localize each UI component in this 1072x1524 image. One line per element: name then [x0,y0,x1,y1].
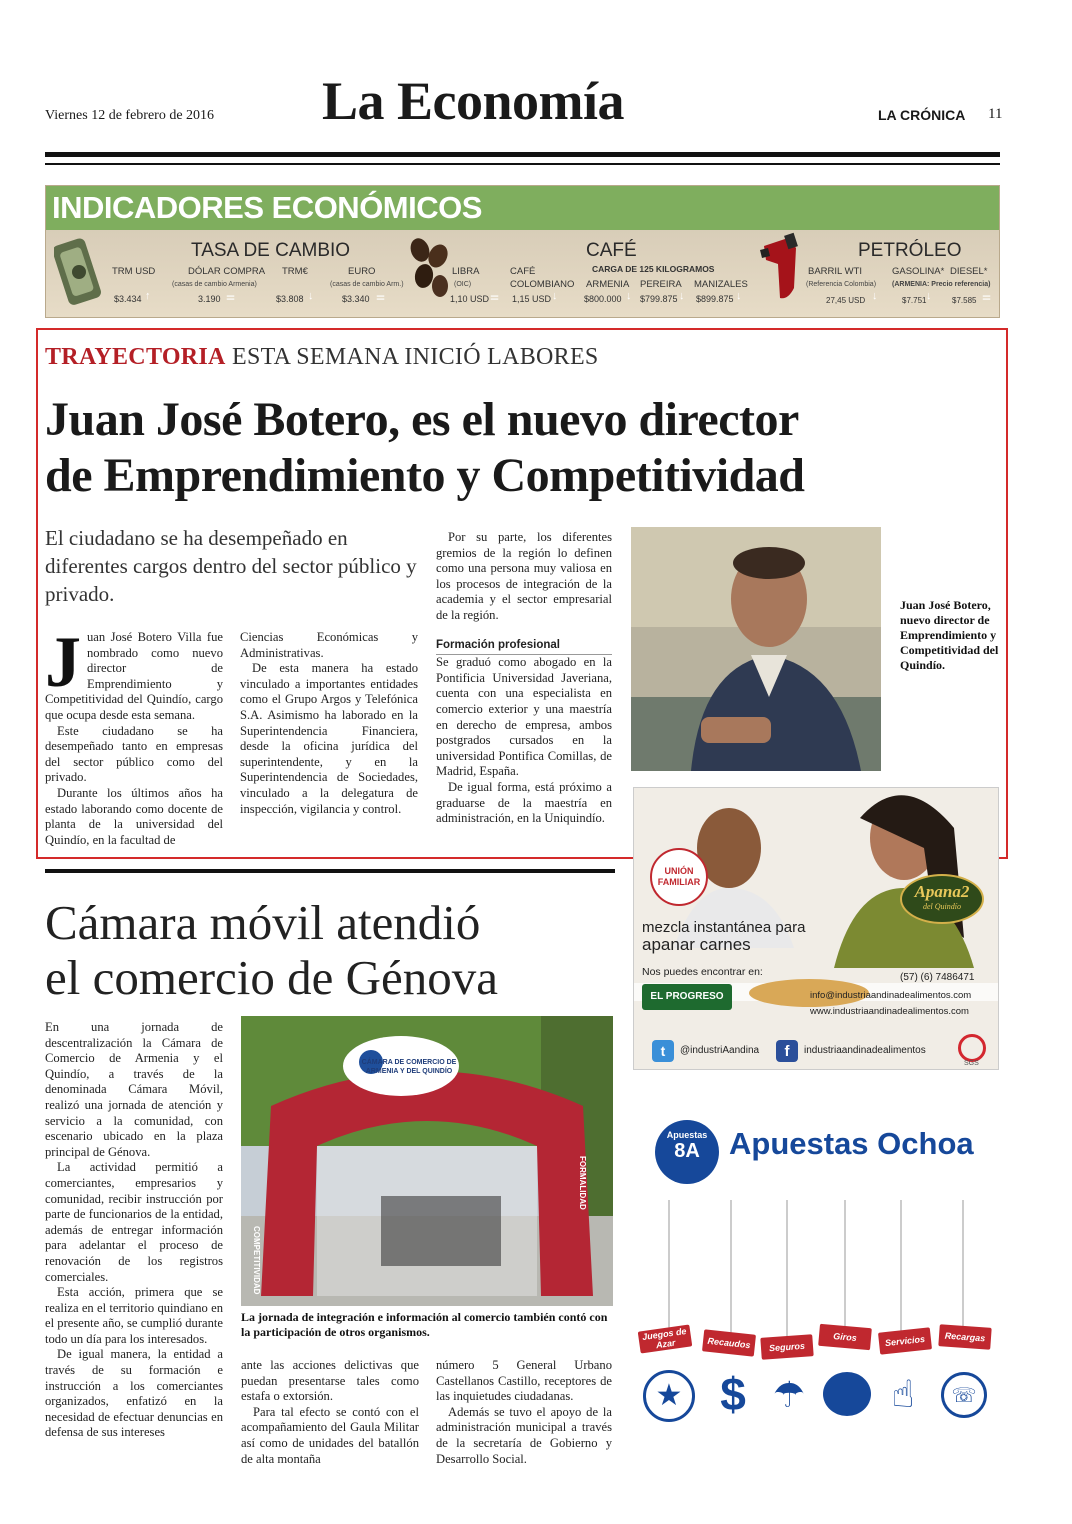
indicator-value: 3.190 [198,294,221,304]
tent-banner-text: CÁMARA DE COMERCIO DE ARMENIA Y DEL QUINDÍO [361,1059,457,1075]
fuel-nozzle-icon [758,228,806,308]
newspaper-name: LA CRÓNICA [878,107,966,123]
dollar-icon[interactable]: $ [720,1368,746,1420]
paragraph: Durante los últimos años ha estado laborando como docente de planta de la universidad del Quindío, en la facultad de [45,785,223,847]
indicator-value: $3.434 [114,294,142,304]
down-arrow-icon: ↓ [308,290,314,302]
tent-photo [241,1016,613,1306]
paragraph: uan José Botero Villa fue nombrado como nuevo director de Emprendimiento y Competitividad del Quindío, cargo que ocupa desde esta semana. [45,630,223,722]
economic-indicators-panel [45,185,1000,318]
portrait-caption: Juan José Botero, nuevo director de Emprendimiento y Competitividad del Quindío. [900,598,999,672]
down-arrow-icon: ↓ [872,290,878,302]
indicator-value: 1,10 USD [450,294,490,304]
service-tag[interactable]: Juegos de Azar [638,1324,693,1353]
kicker-label: TRAYECTORIA [45,344,226,370]
indicator-label: TRM€ [282,266,308,277]
badge-number: 8A [674,1140,700,1162]
ad-tagline-1: mezcla instantánea para [642,919,806,936]
apana2-brand-sub: del Quindío [923,902,961,911]
indicator-value: 27,45 USD [826,296,866,305]
brand-word-1: Apuestas [729,1126,869,1161]
header-rule-thick [45,152,1000,157]
second-column-1 [45,1020,223,1441]
second-headline-line-2: el comercio de Génova [45,950,499,1005]
equal-icon: = [490,290,500,307]
drop-cap: J [45,622,81,702]
service-tag[interactable]: Recaudos [702,1329,756,1356]
second-headline [45,895,615,1005]
facebook-icon[interactable]: f [776,1040,798,1062]
paragraph: Este ciudadano se ha desempeñado tanto en empresas del sector público como del privado. [45,723,223,785]
page-number: 11 [988,106,1003,122]
umbrella-icon[interactable]: ☂ [772,1375,806,1416]
apuestas-ochoa-advertisement[interactable] [633,1110,999,1430]
equal-icon: = [226,290,236,307]
paragraph: Además se tuvo el apoyo de la administración municipal a través de la secretaría de Gobierno y Desarrollo Social. [436,1404,612,1466]
paragraph: Para tal efecto se contó con el acompañamiento del Gaula Militar así como de unidades del batallón de alta montaña [241,1404,419,1466]
paragraph: Ciencias Económicas y Administrativas. [240,630,418,660]
cafe-group: CAFÉ [586,240,637,261]
ad-website[interactable]: www.industriaandinadealimentos.com [810,1006,969,1017]
article-column-3 [436,530,612,827]
indicator-value: $7.585 [952,296,977,305]
apuestas-logo-badge [655,1120,719,1184]
store-logo [642,984,732,1010]
paragraph: En una jornada de descentralización la Cámara de Comercio de Armenia y el Quindío, a través de la denominada Cámara Móvil, realizó una jornada de atención y servicio a la comunidad, con escenario ubicado en la plaza principal de Génova. [45,1020,223,1159]
twitter-handle[interactable]: @industriAandina [680,1045,760,1056]
indicator-label: LIBRA [452,266,480,277]
indicator-sub: (OIC) [454,281,472,288]
tent-right-text: FORMALIDAD [578,1156,587,1210]
indicator-label: TRM USD [112,266,156,277]
indicator-value: 1,15 USD [512,294,552,304]
union-familiar-badge [650,848,708,906]
paragraph: Esta acción, primera que se realiza en el territorio quindiano en el presente año, se cumplió durante todo un día para los interesados. [45,1285,223,1346]
down-arrow-icon: ↓ [736,290,742,302]
paragraph: Por su parte, los diferentes gremios de la región lo definen como una persona muy valiosa en los procesos de integración de la academia y el sector empresarial de la región. [436,530,612,622]
coffee-beans-icon [402,232,454,302]
paragraph: Se graduó como abogado en la Pontificia Universidad Javeriana, cuenta con una especialista en comercio exterior y una maestría en derecho de empresa, ambos postgrados cursados en la universidad Pontifica Comillas, de Madrid, España. [436,655,612,779]
brand-word-2: Ochoa [877,1126,974,1161]
twitter-icon[interactable]: t [652,1040,674,1062]
section-title: La Economía [322,71,625,131]
store-name: EL PROGRESO [650,991,724,1002]
service-tag[interactable]: Servicios [878,1327,932,1354]
section-divider [45,869,615,873]
indicator-sub: (casas de cambio Arm.) [330,281,404,288]
facebook-handle[interactable]: industriaandinadealimentos [804,1045,926,1056]
ad-tagline-2: apanar carnes [642,935,751,954]
service-tag[interactable]: Seguros [760,1334,813,1360]
service-tag[interactable]: Recargas [938,1324,991,1350]
headline-line-2: de Emprendimiento y Competitividad [45,449,805,502]
indicators-title: INDICADORES ECONÓMICOS [52,190,482,225]
header-rule-thin [45,163,1000,165]
indicator-label: PEREIRA [640,279,682,290]
subhead: Formación profesional [436,638,612,656]
indicator-label: DÓLAR COMPRA [188,266,266,277]
indicator-label: MANIZALES [694,279,748,290]
paragraph: ante las acciones delictivas que puedan presentarse tales como estafa o extorsión. [241,1358,419,1404]
down-arrow-icon: ↓ [552,290,558,302]
article-column-1 [45,622,223,848]
service-tag[interactable]: Giros [818,1324,872,1350]
hand-pointer-icon[interactable]: ☝ [891,1372,915,1416]
apana2-advertisement[interactable] [633,787,999,1070]
ad-find-text: Nos puedes encontrar en: [642,966,763,978]
paragraph: De igual forma, está próximo a graduarse de la maestría en administración, en la Uniquindío. [436,779,612,826]
indicator-value: $7.751 [902,296,927,305]
indicator-label: CAFÉ [510,266,536,277]
indicator-label: DIESEL* [950,266,988,277]
indicator-sub: (casas de cambio Armenia) [172,281,257,288]
second-headline-line-1: Cámara móvil atendió [45,895,481,950]
down-arrow-icon: ↓ [926,290,932,302]
badge-word: Apuestas [666,1130,708,1140]
paragraph: De igual manera, la entidad a través de su formación e instrucción a los comerciantes organizados, enfatizó en la necesidad de efectuar denuncias en defensa de sus intereses [45,1347,223,1440]
article-kicker [45,344,599,371]
indicator-sub: (ARMENIA: Precio referencia) [892,281,991,288]
paragraph: De esta manera ha estado vinculado a importantes entidades como el Grupo Argos y Telefónica S.A. Asimismo ha laborado en la Superintendencia Financiera, desde la oficina jurídica del superintendente, y en la Superintendencia de Sociedades, vinculado a la delegatura de inspección, vigilancia y control. [240,661,418,816]
kicker-text: ESTA SEMANA INICIÓ LABORES [232,344,599,370]
tent-left-text: COMPETITIVIDAD [252,1226,261,1295]
indicator-label: EURO [348,266,376,277]
star-icon[interactable]: ★ [643,1370,695,1422]
ad-phone: (57) (6) 7486471 [900,972,975,983]
chat-bubble-icon[interactable] [823,1372,871,1416]
apana2-logo [900,874,984,924]
down-arrow-icon: ↓ [679,290,685,302]
indicator-value: $799.875 [640,294,678,304]
indicator-value: $800.000 [584,294,622,304]
article-headline [45,392,1005,504]
petroleo-group: PETRÓLEO [858,240,962,261]
header-date: Viernes 12 de febrero de 2016 [45,108,215,123]
sgs-certification-icon [958,1034,986,1062]
second-column-3 [436,1358,612,1467]
sgs-label: SGS [964,1060,979,1067]
indicator-value: $899.875 [696,294,734,304]
phone-icon[interactable]: ☏ [941,1372,987,1418]
tent-caption: La jornada de integración e información al comercio también contó con la participación de otros organismos. [241,1310,608,1339]
indicator-label: GASOLINA* [892,266,945,277]
indicator-sub: (Referencia Colombia) [806,281,877,288]
second-column-2 [241,1358,419,1467]
article-lead: El ciudadano se ha desempeñado en diferentes cargos dentro del sector público y privado. [45,526,417,606]
indicator-value: $3.340 [342,294,370,304]
indicator-sub: COLOMBIANO [510,279,575,290]
portrait-photo [631,527,881,771]
apuestas-brand [729,1126,974,1162]
badge-text: UNIÓN FAMILIAR [657,866,701,887]
money-roll-icon [54,234,104,310]
paragraph: La actividad permitió a comerciantes, empresarios y comunidad, recibir instrucción por parte de funcionarios de la entidad, además de entregar información para adelantar el proceso de renovación de los registros comerciales. [45,1160,223,1284]
ad-email[interactable]: info@industriaandinadealimentos.com [810,990,972,1001]
paragraph: número 5 General Urbano Castellanos Castillo, receptores de las inquietudes ciudadanas. [436,1358,612,1404]
up-arrow-icon: ↑ [145,290,151,302]
apana2-brand: Apana2 [914,882,970,901]
headline-line-1: Juan José Botero, es el nuevo director [45,393,799,446]
indicator-value: $3.808 [276,294,304,304]
article-column-2 [240,630,418,817]
indicator-label: ARMENIA [586,279,630,290]
down-arrow-icon: ↓ [626,290,632,302]
indicator-label: BARRIL WTI [808,266,863,277]
equal-icon: = [376,290,386,307]
cafe-note: CARGA DE 125 KILOGRAMOS [592,264,715,274]
equal-icon: = [982,290,992,307]
tasa-cambio-group: TASA DE CAMBIO [191,240,351,261]
